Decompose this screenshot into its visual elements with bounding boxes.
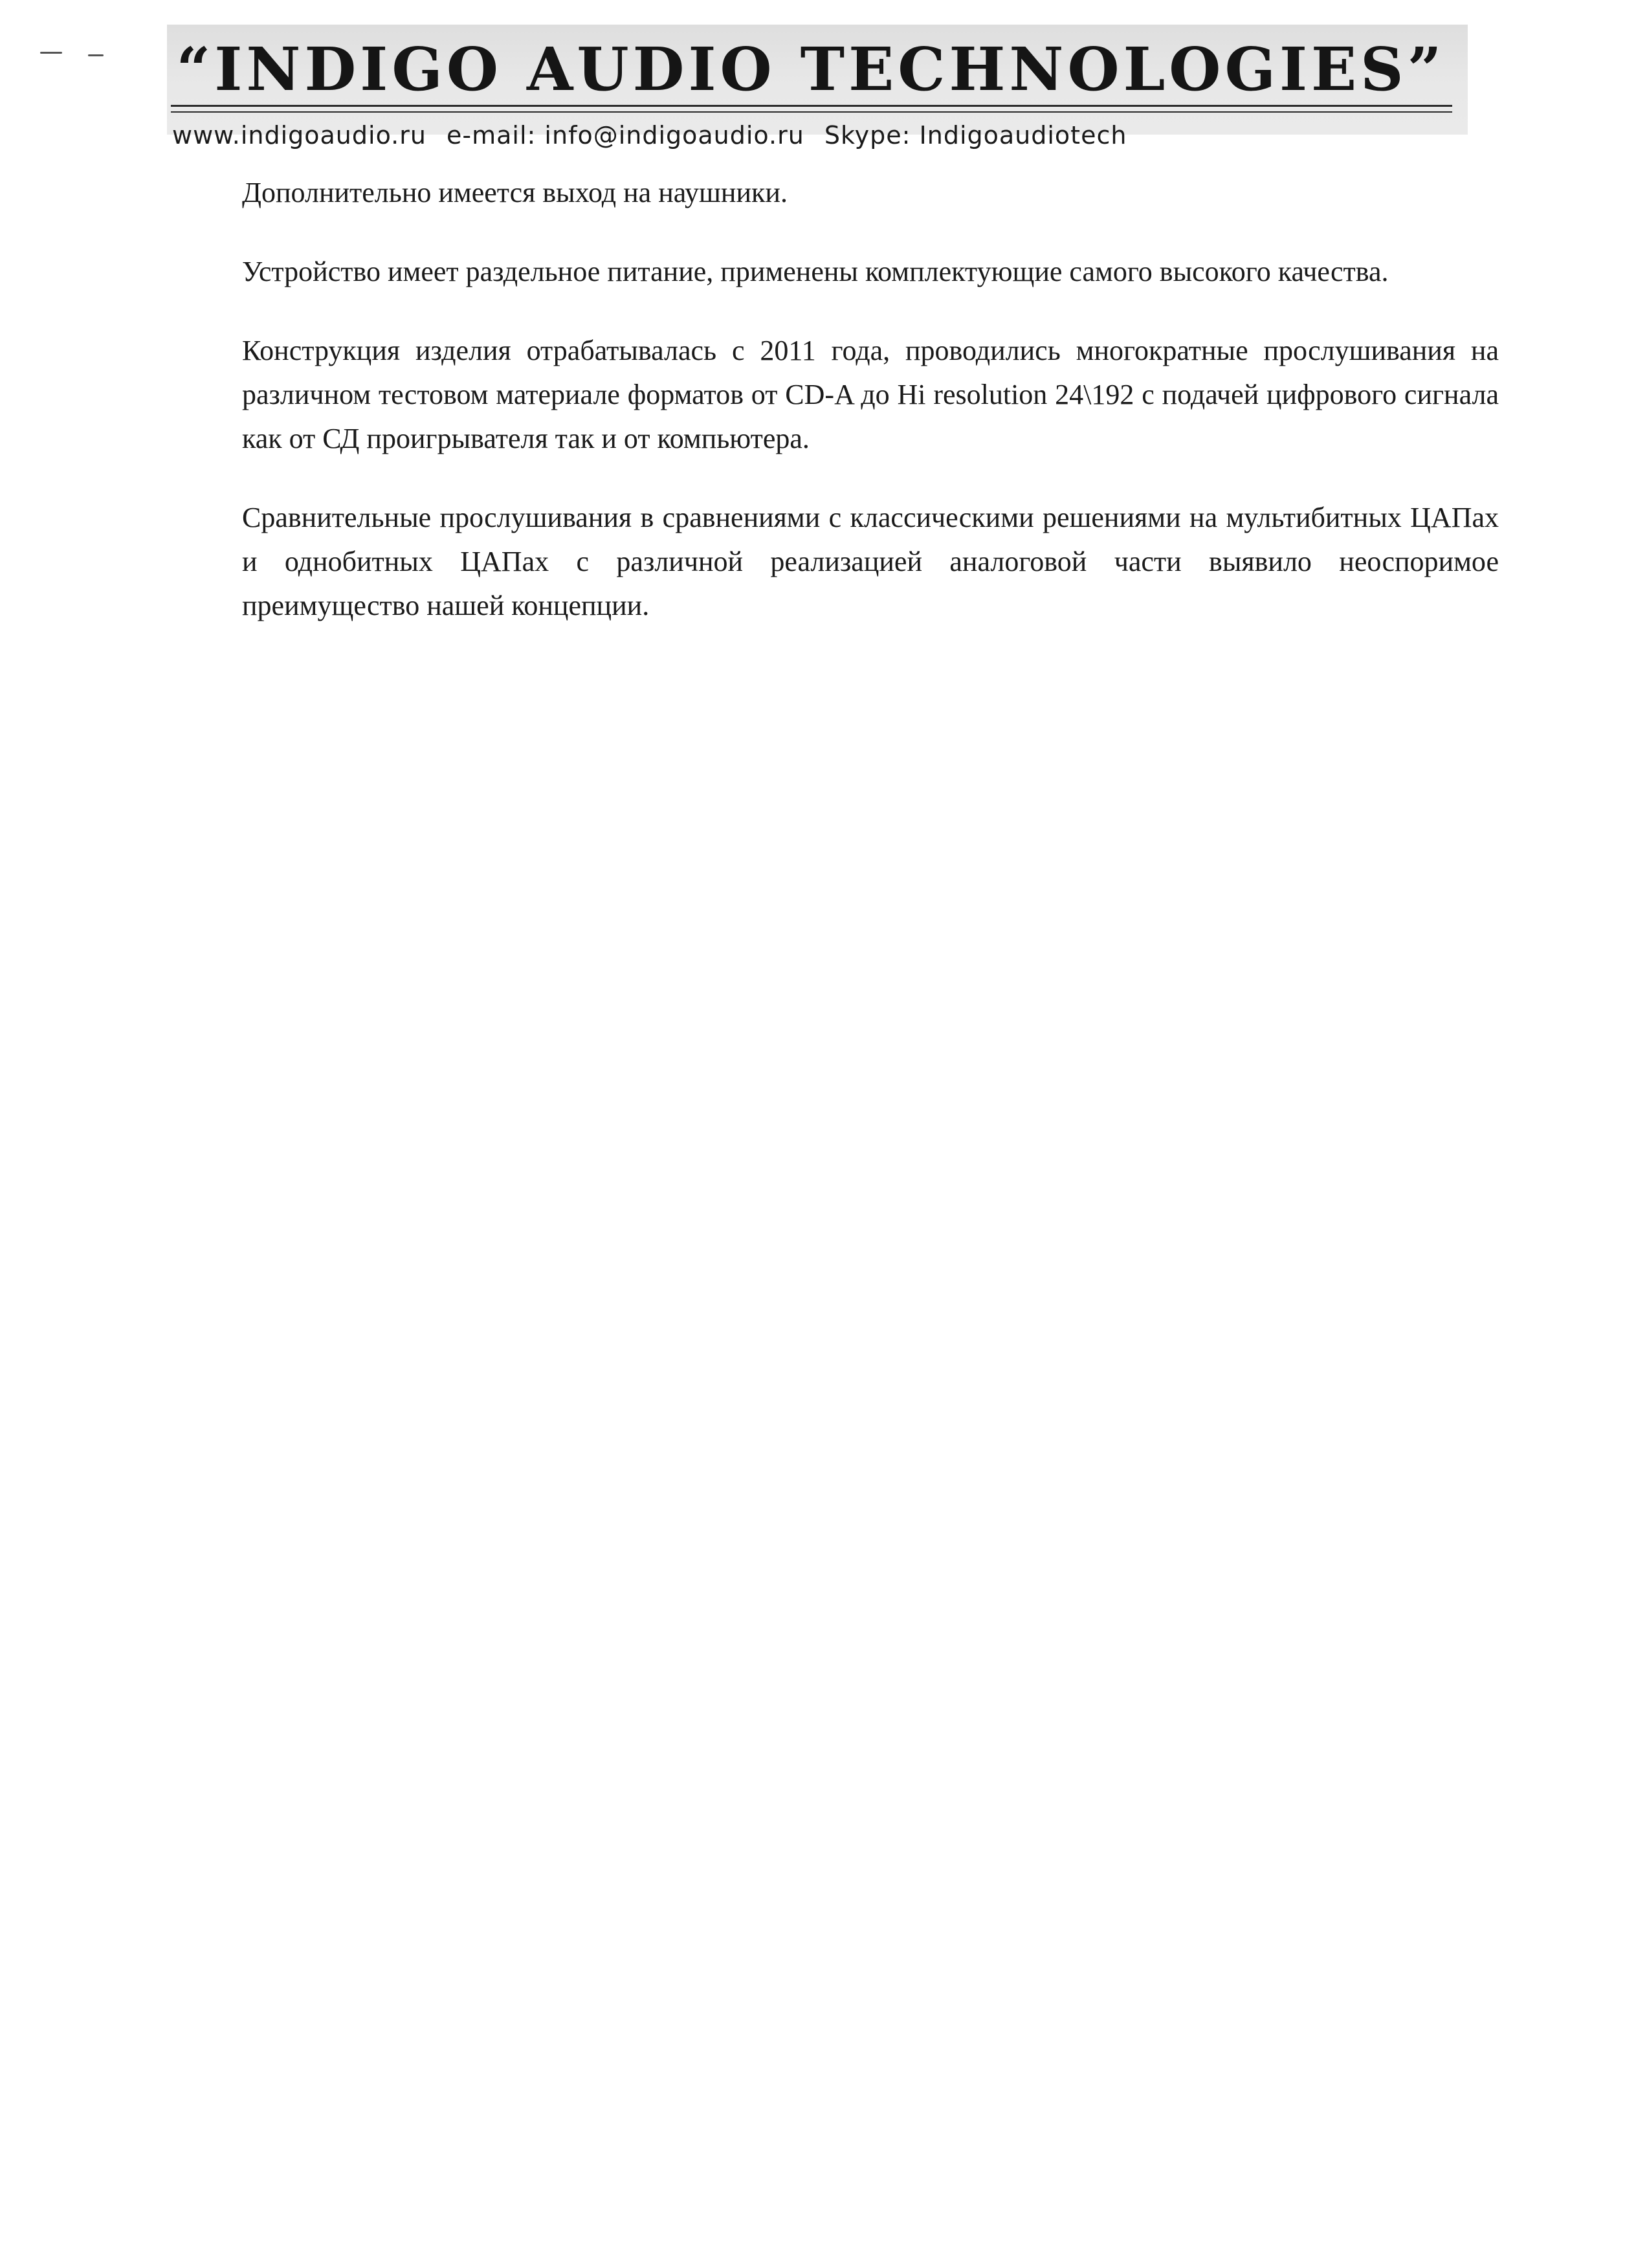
letterhead-rule xyxy=(171,105,1452,107)
paragraph: Конструкция изделия отрабатывалась с 2011 года, проводились многократные прослушивания на различном тестовом материале форматов от CD-A до Hi resolution 24\192 с подачей цифрового сигнала как от СД проигрывателя так и от компьютера. xyxy=(242,335,1499,454)
contact-line xyxy=(172,120,1138,150)
paragraph: Устройство имеет раздельное питание, применены комплектующие самого высокого качества. xyxy=(242,256,1389,287)
letterhead-rule xyxy=(171,111,1452,113)
letter-body xyxy=(242,171,1499,663)
website-link[interactable]: www.indigoaudio.ru xyxy=(172,121,426,150)
email-link[interactable]: e-mail: info@indigoaudio.ru xyxy=(447,121,804,150)
company-name: “INDIGO AUDIO TECHNOLOGIES” xyxy=(176,34,1446,104)
paragraph: Дополнительно имеется выход на наушники. xyxy=(242,177,788,208)
scan-mark xyxy=(40,52,62,54)
paragraph: Сравнительные прослушивания в сравнениями с классическими решениями на мультибитных ЦАПах и однобитных ЦАПах с различной реализацией аналоговой части выявило неоспоримое преимущество нашей концепции. xyxy=(242,502,1499,621)
scan-mark xyxy=(88,54,104,56)
letterhead xyxy=(167,25,1468,150)
skype-handle: Skype: Indigoaudiotech xyxy=(824,121,1127,150)
